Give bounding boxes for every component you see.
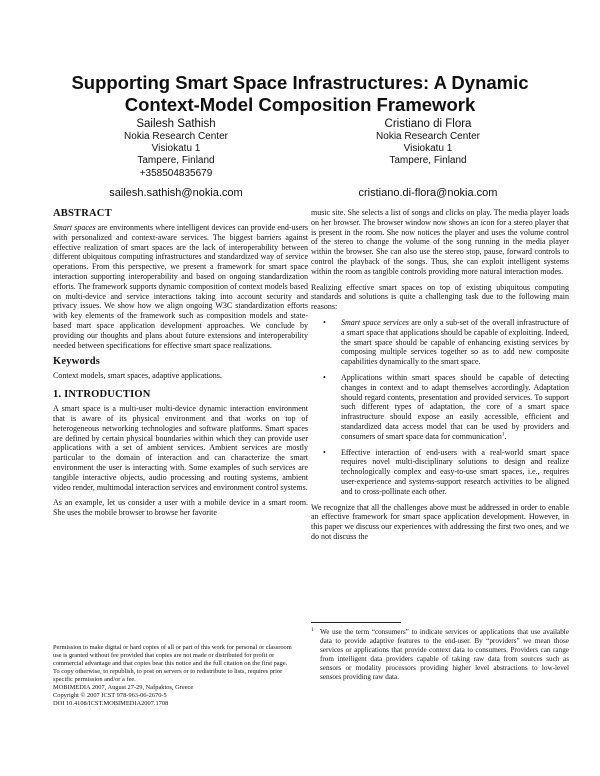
abstract-heading: ABSTRACT: [53, 208, 112, 219]
left-column: [53, 208, 308, 524]
right-paragraph-2: Realizing effective smart spaces on top of existing ubiquitous computing standards and solutions is quite a challenging task due to the following main reasons:: [311, 282, 569, 312]
list-item: [323, 372, 569, 442]
intro-paragraph-1: A smart space is a multi-user multi-device dynamic interaction environment that is aware of its physical environment and that works on top of heterogeneous networking technologies and software platforms. Smart spaces are defined by certain physical boundaries within which they can provide user applications with a set of ambient services. Ambient services are mostly particular to the domain of interaction and can characterize the smart environment the user is interacting with. Some examples of such services are tangible interactive objects, audio processing and routing systems, ambient video render, multimodal interaction services and environment control systems.: [53, 404, 308, 492]
permission-text: Permission to make digital or hard copies of all or part of this work for personal or classroom use is granted without fee provided that copies are not made or distributed for profit or commercial advantage and that copies bear this notice and the full citation on the first page. To copy otherwise, to republish, to post on servers or to redistribute to lists, requires prior specific permission and/or a fee.: [53, 644, 292, 683]
author-block-2: [318, 118, 538, 200]
author-phone-spacer: [318, 168, 538, 180]
doi-info: DOI 10.4108/ICST.MOBIMEDIA2007.1708: [53, 700, 169, 707]
footnote-rule: [311, 622, 401, 623]
author-street: Visiokatu 1: [403, 142, 453, 154]
bullet-icon: •: [323, 447, 326, 457]
author-email: cristiano.di-flora@nokia.com: [358, 187, 498, 200]
author-org: Nokia Research Center: [376, 130, 480, 142]
author-city: Tampere, Finland: [389, 155, 467, 167]
footnote: [311, 628, 569, 682]
copyright-info: Copyright © 2007 ICST 978-963-06-2670-5: [53, 692, 167, 699]
bullet-icon: •: [323, 317, 326, 327]
author-city: Tampere, Finland: [137, 155, 215, 167]
right-column: [311, 208, 569, 548]
conference-info: MOBIMEDIA 2007, August 27-29, Nafpaktos, Greece: [53, 684, 194, 691]
introduction-heading: 1. INTRODUCTION: [53, 389, 151, 401]
author-block-1: [66, 118, 286, 200]
author-street: Visiokatu 1: [151, 142, 201, 154]
paper-title: Supporting Smart Space Infrastructures: A Dynamic Context-Model Composition Framework: [71, 72, 529, 115]
footnote-text: We use the term “consumers” to indicate services or applications that use available data to provide adaptive features to the end-user. By “providers” we mean those services or applications that provide context data to consumers. Providers can range from intelligent data providers capable of taking raw data from sources such as sensors or modality processors providing higher level abstractions to low-level sensors providing raw data.: [320, 628, 569, 681]
author-email: sailesh.sathish@nokia.com: [109, 187, 243, 200]
list-item: [323, 447, 569, 497]
author-name: Cristiano di Flora: [384, 118, 472, 130]
list-item-end: .: [504, 431, 507, 441]
right-paragraph-3: We recognize that all the challenges above must be addressed in order to enable an effective framework for smart space application development. However, in this paper we discuss our experiences with addressing the first two ones, and we do not discuss the: [311, 502, 569, 541]
permission-notice: [53, 644, 293, 708]
list-item-text: Applications within smart spaces should be capable of detecting changes in context and to adapt themselves accordingly. Adaptation should regard contents, presentation and provided services. To support such different types of adaptation, the core of a smart space infrastructure should expose an easily accessible, efficient and standardized data access model that can be used by providers and consumers of smart space data for communication: [341, 372, 569, 441]
bullet-icon: •: [323, 372, 326, 382]
footnote-marker: 1: [501, 432, 505, 438]
footnote-number: 1: [311, 628, 314, 633]
keywords-text: Context models, smart spaces, adaptive applications.: [53, 371, 222, 381]
author-phone: +358504835679: [139, 167, 213, 179]
list-item-italic: Smart space services: [341, 317, 409, 327]
intro-paragraph-2: As an example, let us consider a user with a mobile device in a smart room. She uses the mobile browser to browse her favorite: [53, 498, 308, 518]
keywords-heading: Keywords: [53, 356, 101, 368]
right-paragraph-1: music site. She selects a list of songs and clicks on play. The media player loads on her browser. The browser window now shows an icon for a stereo player that is present in the room. She now notices the player and uses the volume control of the stereo to change the volume of the song running in the media player within the browser. She can also use the stereo stop, pause, forward controls to control the playback of the songs. Thus, she can exploit intelligent systems within the room as tangible controls providing more natural interaction modes.: [311, 208, 569, 276]
author-name: Sailesh Sathish: [136, 118, 216, 130]
list-item: [323, 317, 569, 367]
list-item-text: Effective interaction of end-users with a real-world smart space requires novel multi-disciplinary solutions to design and realize technologically complex and easy-to-use smart spaces, i.e., requires user-experience and systems-support research activities to be aligned and to cross-pollinate each other.: [341, 447, 569, 496]
abstract-body: are environments where intelligent devices can provide end-users with personalized and context-aware services. The biggest barriers against effective realization of smart spaces are the lack of interoperability between different ubiquitous computing infrastructures and standardized way of service operations. From this perspective, we present a framework for smart space interaction supporting interoperability and based on ongoing standardization efforts. The framework supports dynamic composition of context models based on multi-device and service interactions taking into account security and privacy issues. We show how we align ongoing W3C standardization efforts with key elements of the framework such as composition models and state-based mart space application development approaches. We conclude by providing our thoughts and plans about future extensions and interoperability needed between specifications for effective smart space realizations.: [53, 223, 308, 350]
abstract-text: [53, 223, 308, 350]
list-item-text: are only a sub-set of the overall infrastructure of a smart space that applications should be capable of exploiting. Indeed, the smart space should be capable of enhancing existing services by composing multiple services together so as to add new composite capabilities dynamically to the smart space.: [341, 317, 569, 367]
challenges-list: [311, 318, 569, 497]
abstract-italic-term: Smart spaces: [53, 223, 96, 232]
author-org: Nokia Research Center: [124, 130, 228, 142]
